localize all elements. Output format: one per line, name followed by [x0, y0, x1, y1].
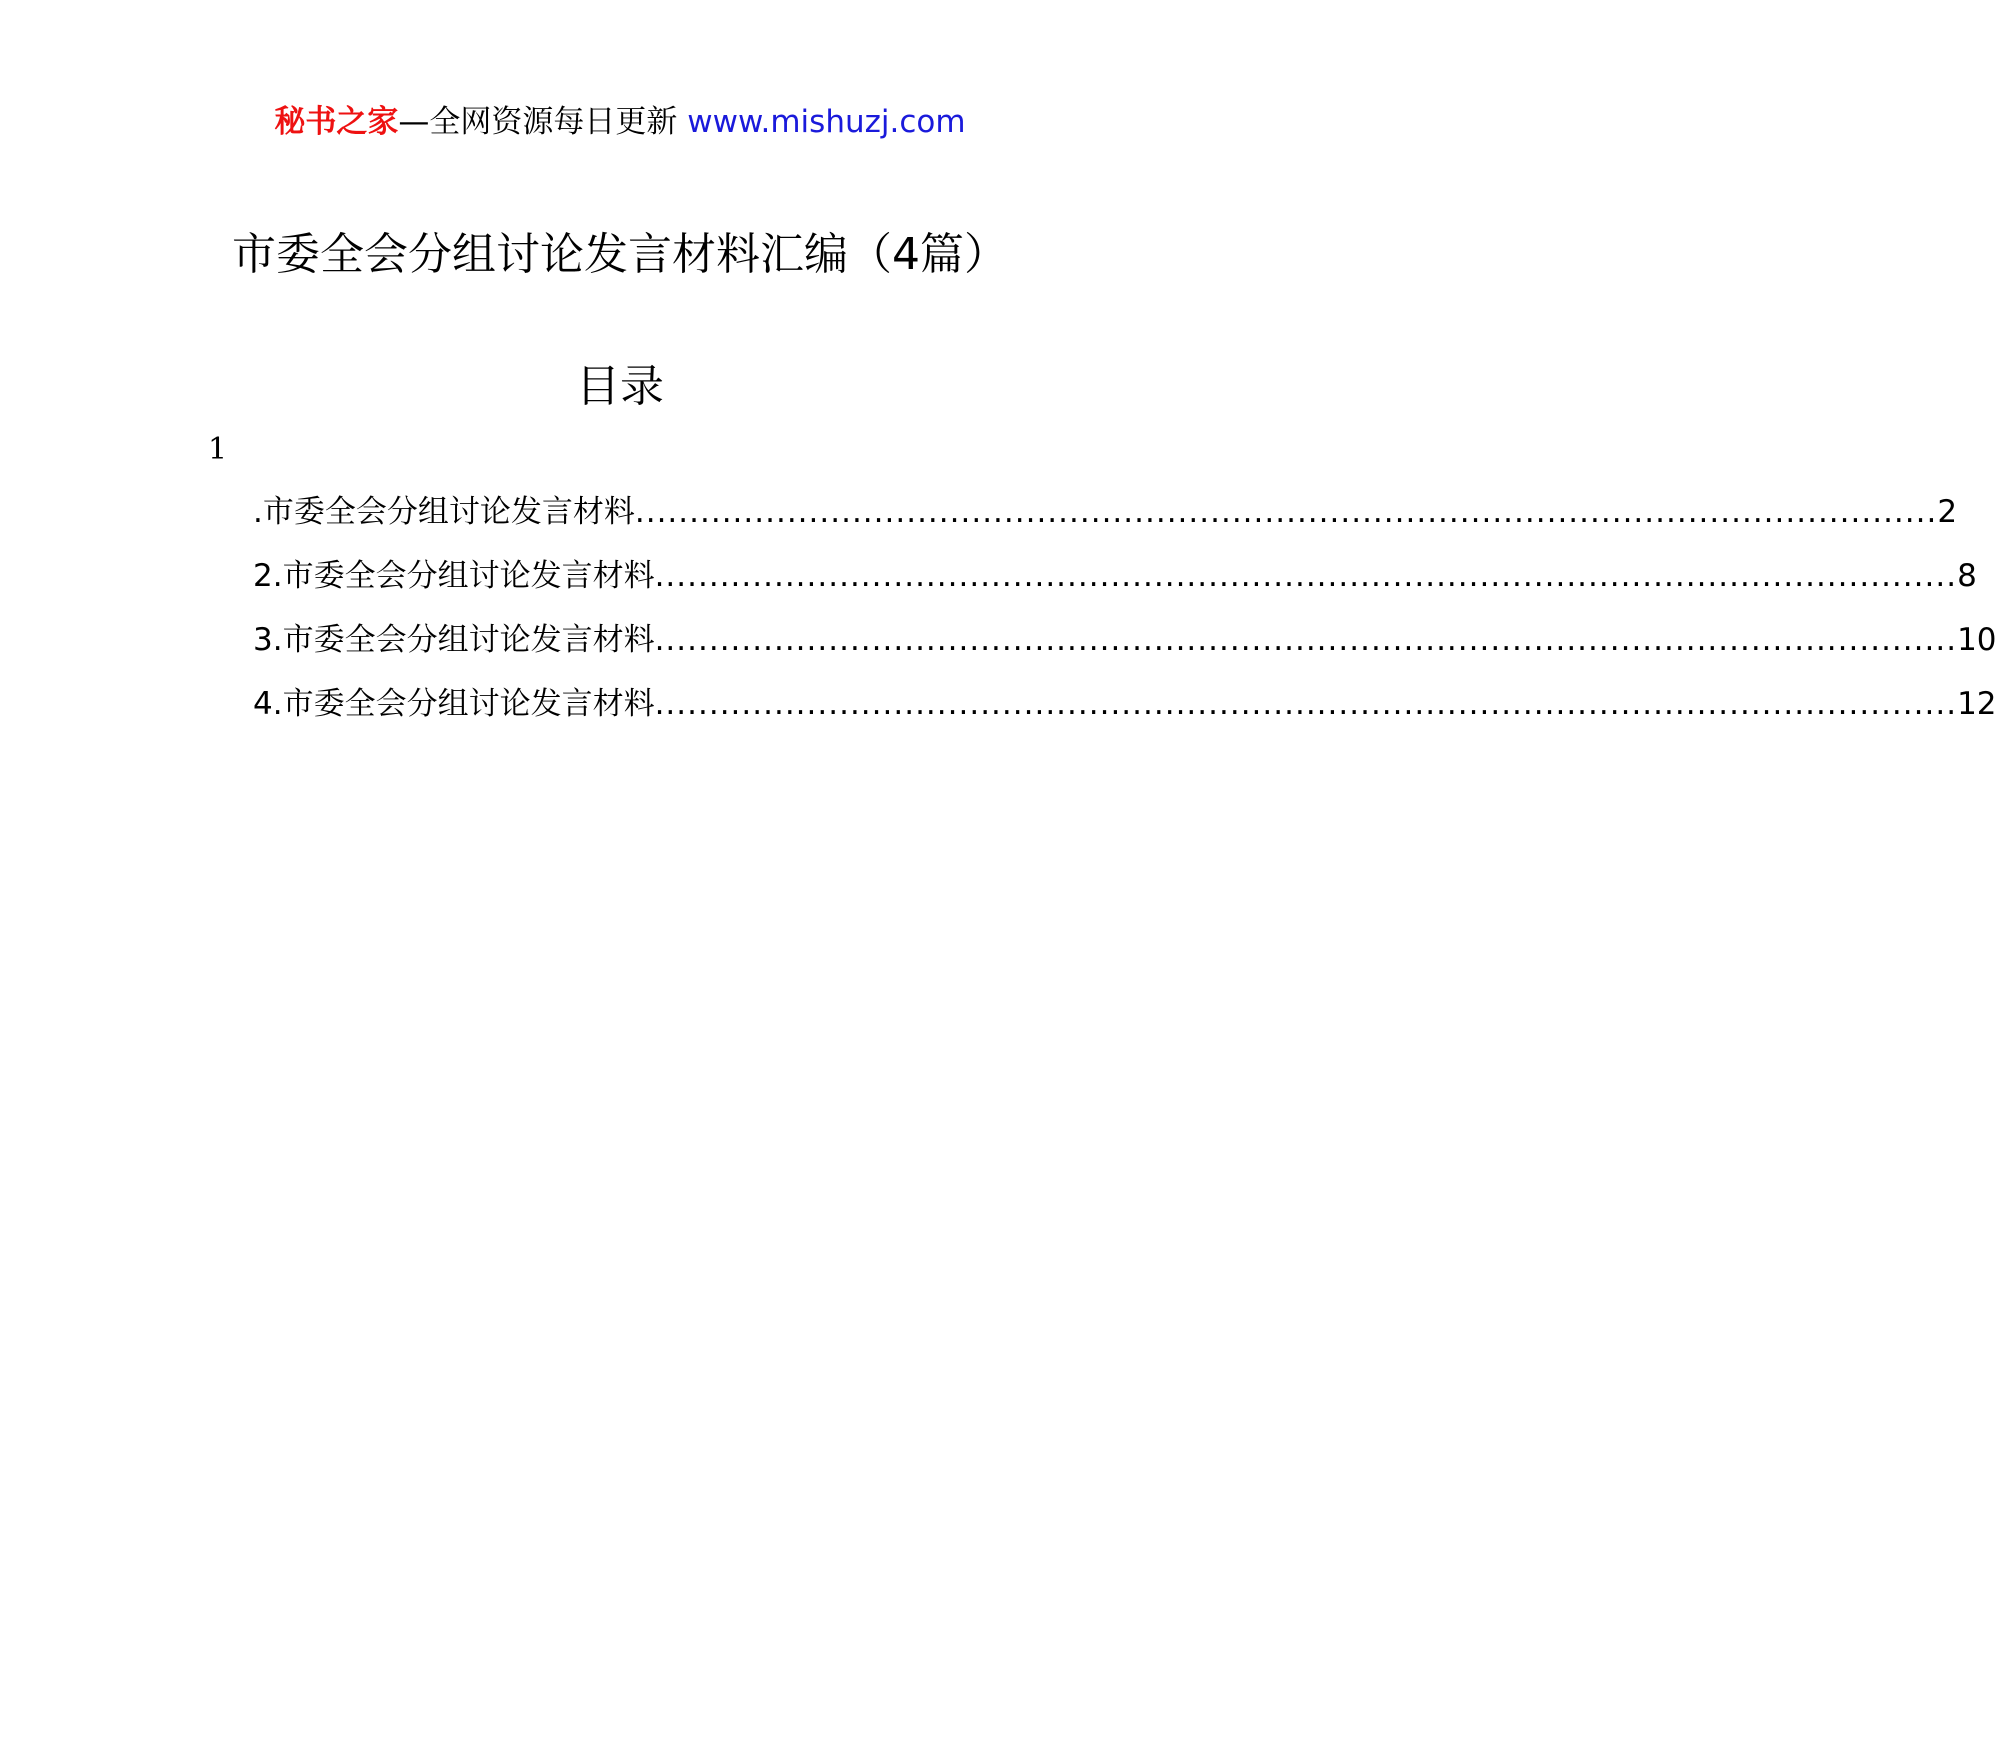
toc-entry[interactable]	[253, 490, 1958, 554]
toc-entry-page: 2	[1937, 494, 1958, 530]
toc-heading: 目录	[576, 361, 664, 412]
toc-entry[interactable]	[253, 554, 1977, 618]
toc-entry[interactable]	[253, 682, 1997, 746]
toc-entry-label: .市委全会分组讨论发言材料	[253, 494, 635, 530]
table-of-contents	[253, 490, 1997, 746]
site-tagline: —全网资源每日更新	[398, 104, 678, 140]
toc-dot-leader: ........................................................................................................................	[654, 622, 1958, 658]
site-brand: 秘书之家	[274, 104, 399, 140]
toc-entry-page: 8	[1957, 558, 1977, 594]
list-number-marker: 1	[208, 432, 228, 467]
toc-dot-leader: ........................................................................................................................	[654, 558, 1958, 594]
toc-entry-label: 2.市委全会分组讨论发言材料	[253, 558, 655, 594]
site-url-link[interactable]: www.mishuzj.com	[687, 104, 966, 140]
toc-entry-label: 4.市委全会分组讨论发言材料	[253, 686, 655, 722]
toc-dot-leader: ........................................................................................................................	[654, 686, 1958, 722]
toc-entry[interactable]	[253, 618, 1997, 682]
toc-entry-page: 10	[1957, 622, 1997, 658]
toc-dot-leader: ........................................................................................................................	[634, 494, 1938, 530]
document-title: 市委全会分组讨论发言材料汇编（4篇）	[232, 229, 1008, 280]
site-banner	[0, 100, 1240, 144]
toc-entry-label: 3.市委全会分组讨论发言材料	[253, 622, 655, 658]
toc-entry-page: 12	[1957, 686, 1997, 722]
